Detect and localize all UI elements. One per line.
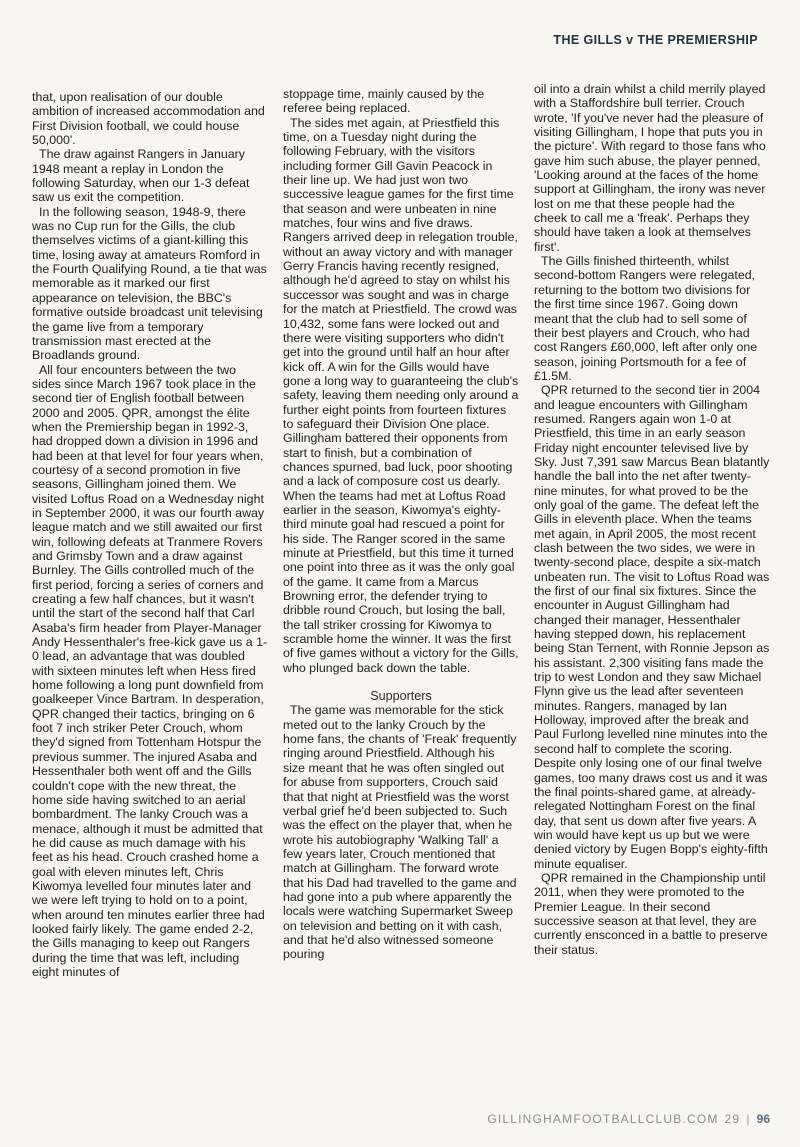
supporters-heading: Supporters: [370, 689, 432, 704]
section-header: THE GILLS v THE PREMIERSHIP: [553, 33, 758, 47]
paragraph: oil into a drain whilst a child merrily played with a Staffordshire bull terrier. Crouch wrote, 'If you've never had the pleasure of visiting Gillingham, I hope that puts you in the picture'. With regard to those fans who gave him such abuse, the player penned, 'Looking around at the faces of the home support at Gillingham, the irony was never lost on me that these people had the cheek to call me a 'freak'. Perhaps they should have taken a look at themselves first'.: [534, 82, 766, 254]
season-mark: 96: [756, 1112, 770, 1126]
column-2: [283, 87, 519, 979]
article-body: [32, 82, 772, 979]
paragraph: The game was memorable for the stick meted out to the lanky Crouch by the home fans, the chants of 'Freak' frequently ringing around Priestfield. Although his size meant that he was often singled out for abuse from supporters, Crouch said that that night at Priestfield was the worst verbal grief he'd been subjected to. Such was the effect on the player that, when he wrote his autobiography 'Walking Tall' a few years later, Crouch mentioned that match at Gillingham. The forward wrote that his Dad had travelled to the game and had gone into a pub where apparently the locals were watching Supermarket Sweep on television and betting on it with cash, and that he'd also witnessed someone pouring: [283, 703, 517, 962]
paragraph: stoppage time, mainly caused by the referee being replaced.: [283, 87, 485, 116]
paragraph: The Gills finished thirteenth, whilst second-bottom Rangers were relegated, returning to the bottom two divisions for the first time since 1967. Going down meant that the club had to sell some of their best players and Crouch, who had cost Rangers £60,000, left after only one season, joining Portsmouth for a fee of £1.5M.: [534, 254, 758, 383]
page-number: 29: [724, 1112, 741, 1126]
paragraph: QPR remained in the Championship until 2011, when they were promoted to the Premier League. In their second successive season at that level, they are currently ensconced in a battle to preserve their status.: [534, 870, 768, 957]
paragraph: that, upon realisation of our double ambition of increased accommodation and First Division football, we could house 50,000'.: [32, 90, 265, 148]
page-footer: [487, 1112, 770, 1126]
footer-separator: |: [746, 1112, 751, 1126]
paragraph: QPR returned to the second tier in 2004 and league encounters with Gillingham resumed. Rangers again won 1-0 at Priestfield, this time in an early season Friday night encounter televised live by Sky. Just 7,391 saw Marcus Bean blatantly handle the ball into the net after twenty-nine minutes, for what proved to be the only goal of the game. The defeat left the Gills in eleventh place. When the teams met again, in April 2005, the most recent clash between the two sides, we were in twenty-second place, despite a six-match unbeaten run. The visit to Loftus Road was the first of our final six fixtures. Since the encounter in August Gillingham had changed their manager, Hessenthaler having stepped down, his replacement being Stan Ternent, with Ronnie Jepson as his assistant. 2,300 visiting fans made the trip to west London and they saw Michael Flynn give us the lead after seventeen minutes. Rangers, managed by Ian Holloway, improved after the break and Paul Furlong levelled nine minutes into the second half to complete the scoring. Despite only losing one of our final twelve games, too many draws cost us and it was the final points-shared game, at already-relegated Nottingham Forest on the final day, that sent us down after five years. A win would have kept us up but we were denied victory by Eugen Bopp's eighty-fifth minute equaliser.: [534, 383, 770, 871]
website-url: GILLINGHAMFOOTBALLCLUB.COM: [487, 1112, 719, 1126]
column-3: [534, 82, 770, 979]
paragraph: The sides met again, at Priestfield this time, on a Tuesday night during the following February, with the visitors including former Gill Gavin Peacock in their line up. We had just won two successive league games for the first time that season and were unbeaten in nine matches, four wins and five draws. Rangers arrived deep in relegation trouble, without an away victory and with manager Gerry Francis having recently resigned, although he'd agreed to stay on whilst his successor was sought and was in charge for the match at Priestfield. The crowd was 10,432, some fans were locked out and there were visiting supporters who didn't get into the ground until half an hour after kick off. A win for the Gills would have gone a long way to guaranteeing the club's safety, leaving them needing only around a further eight points from fourteen fixtures to safeguard their Division One place. Gillingham battered their opponents from start to finish, but a combination of chances spurned, bad luck, poor shooting and a lack of composure cost us dearly. When the teams had met at Loftus Road earlier in the season, Kiwomya's eighty-third minute goal had rescued a point for his side. The Ranger scored in the same minute at Priestfield, but this time it turned one point into three as it was the only goal of the game. It came from a Marcus Browning error, the defender trying to dribble round Crouch, but losing the ball, the tall striker crossing for Kiwomya to scramble home the winner. It was the first of five games without a victory for the Gills, who plunged back down the table.: [283, 115, 519, 675]
column-1: [32, 90, 268, 979]
paragraph: In the following season, 1948-9, there was no Cup run for the Gills, the club themselves victims of a giant-killing this time, losing away at amateurs Romford in the Fourth Qualifying Round, a tie that was memorable as it marked our first appearance on television, the BBC's formative outside broadcast unit televising the game live from a temporary transmission mast erected at the Broadlands ground.: [32, 204, 267, 363]
paragraph: All four encounters between the two sides since March 1967 took place in the second tier of English football between 2000 and 2005. QPR, amongst the élite when the Premiership began in 1992-3, had dropped down a division in 1996 and had been at that level for four years when, courtesy of a second promotion in five seasons, Gillingham joined them. We visited Loftus Road on a Wednesday night in September 2000, it was our fourth away league match and we still awaited our first win, following defeats at Tranmere Rovers and Grimsby Town and a draw against Burnley. The Gills controlled much of the first period, forcing a series of corners and creating a few half chances, but it wasn't until the start of the second half that Carl Asaba's firm header from Player-Manager Andy Hessenthaler's free-kick gave us a 1-0 lead, an advantage that was doubled with sixteen minutes left when Hess fired home following a long punt downfield from goalkeeper Vince Bartram. In desperation, QPR changed their tactics, bringing on 6 foot 7 inch striker Peter Crouch, whom they'd signed from Tottenham Hotspur the previous summer. The injured Asaba and Hessenthaler both went off and the Gills couldn't cope with the new threat, the home side having switched to an aerial bombardment. The lanky Crouch was a menace, although it must be admitted that he did cause as much damage with his feet as his head. Crouch crashed home a goal with eleven minutes left, Chris Kiwomya levelled four minutes later and we were left trying to hold on to a point, when around ten minutes earlier three had looked fairly likely. The game ended 2-2, the Gills managing to keep out Rangers during the time that was left, including eight minutes of: [32, 362, 268, 979]
paragraph: The draw against Rangers in January 1948 meant a replay in London the following Saturday, when our 1-3 defeat saw us exit the competition.: [32, 147, 250, 205]
